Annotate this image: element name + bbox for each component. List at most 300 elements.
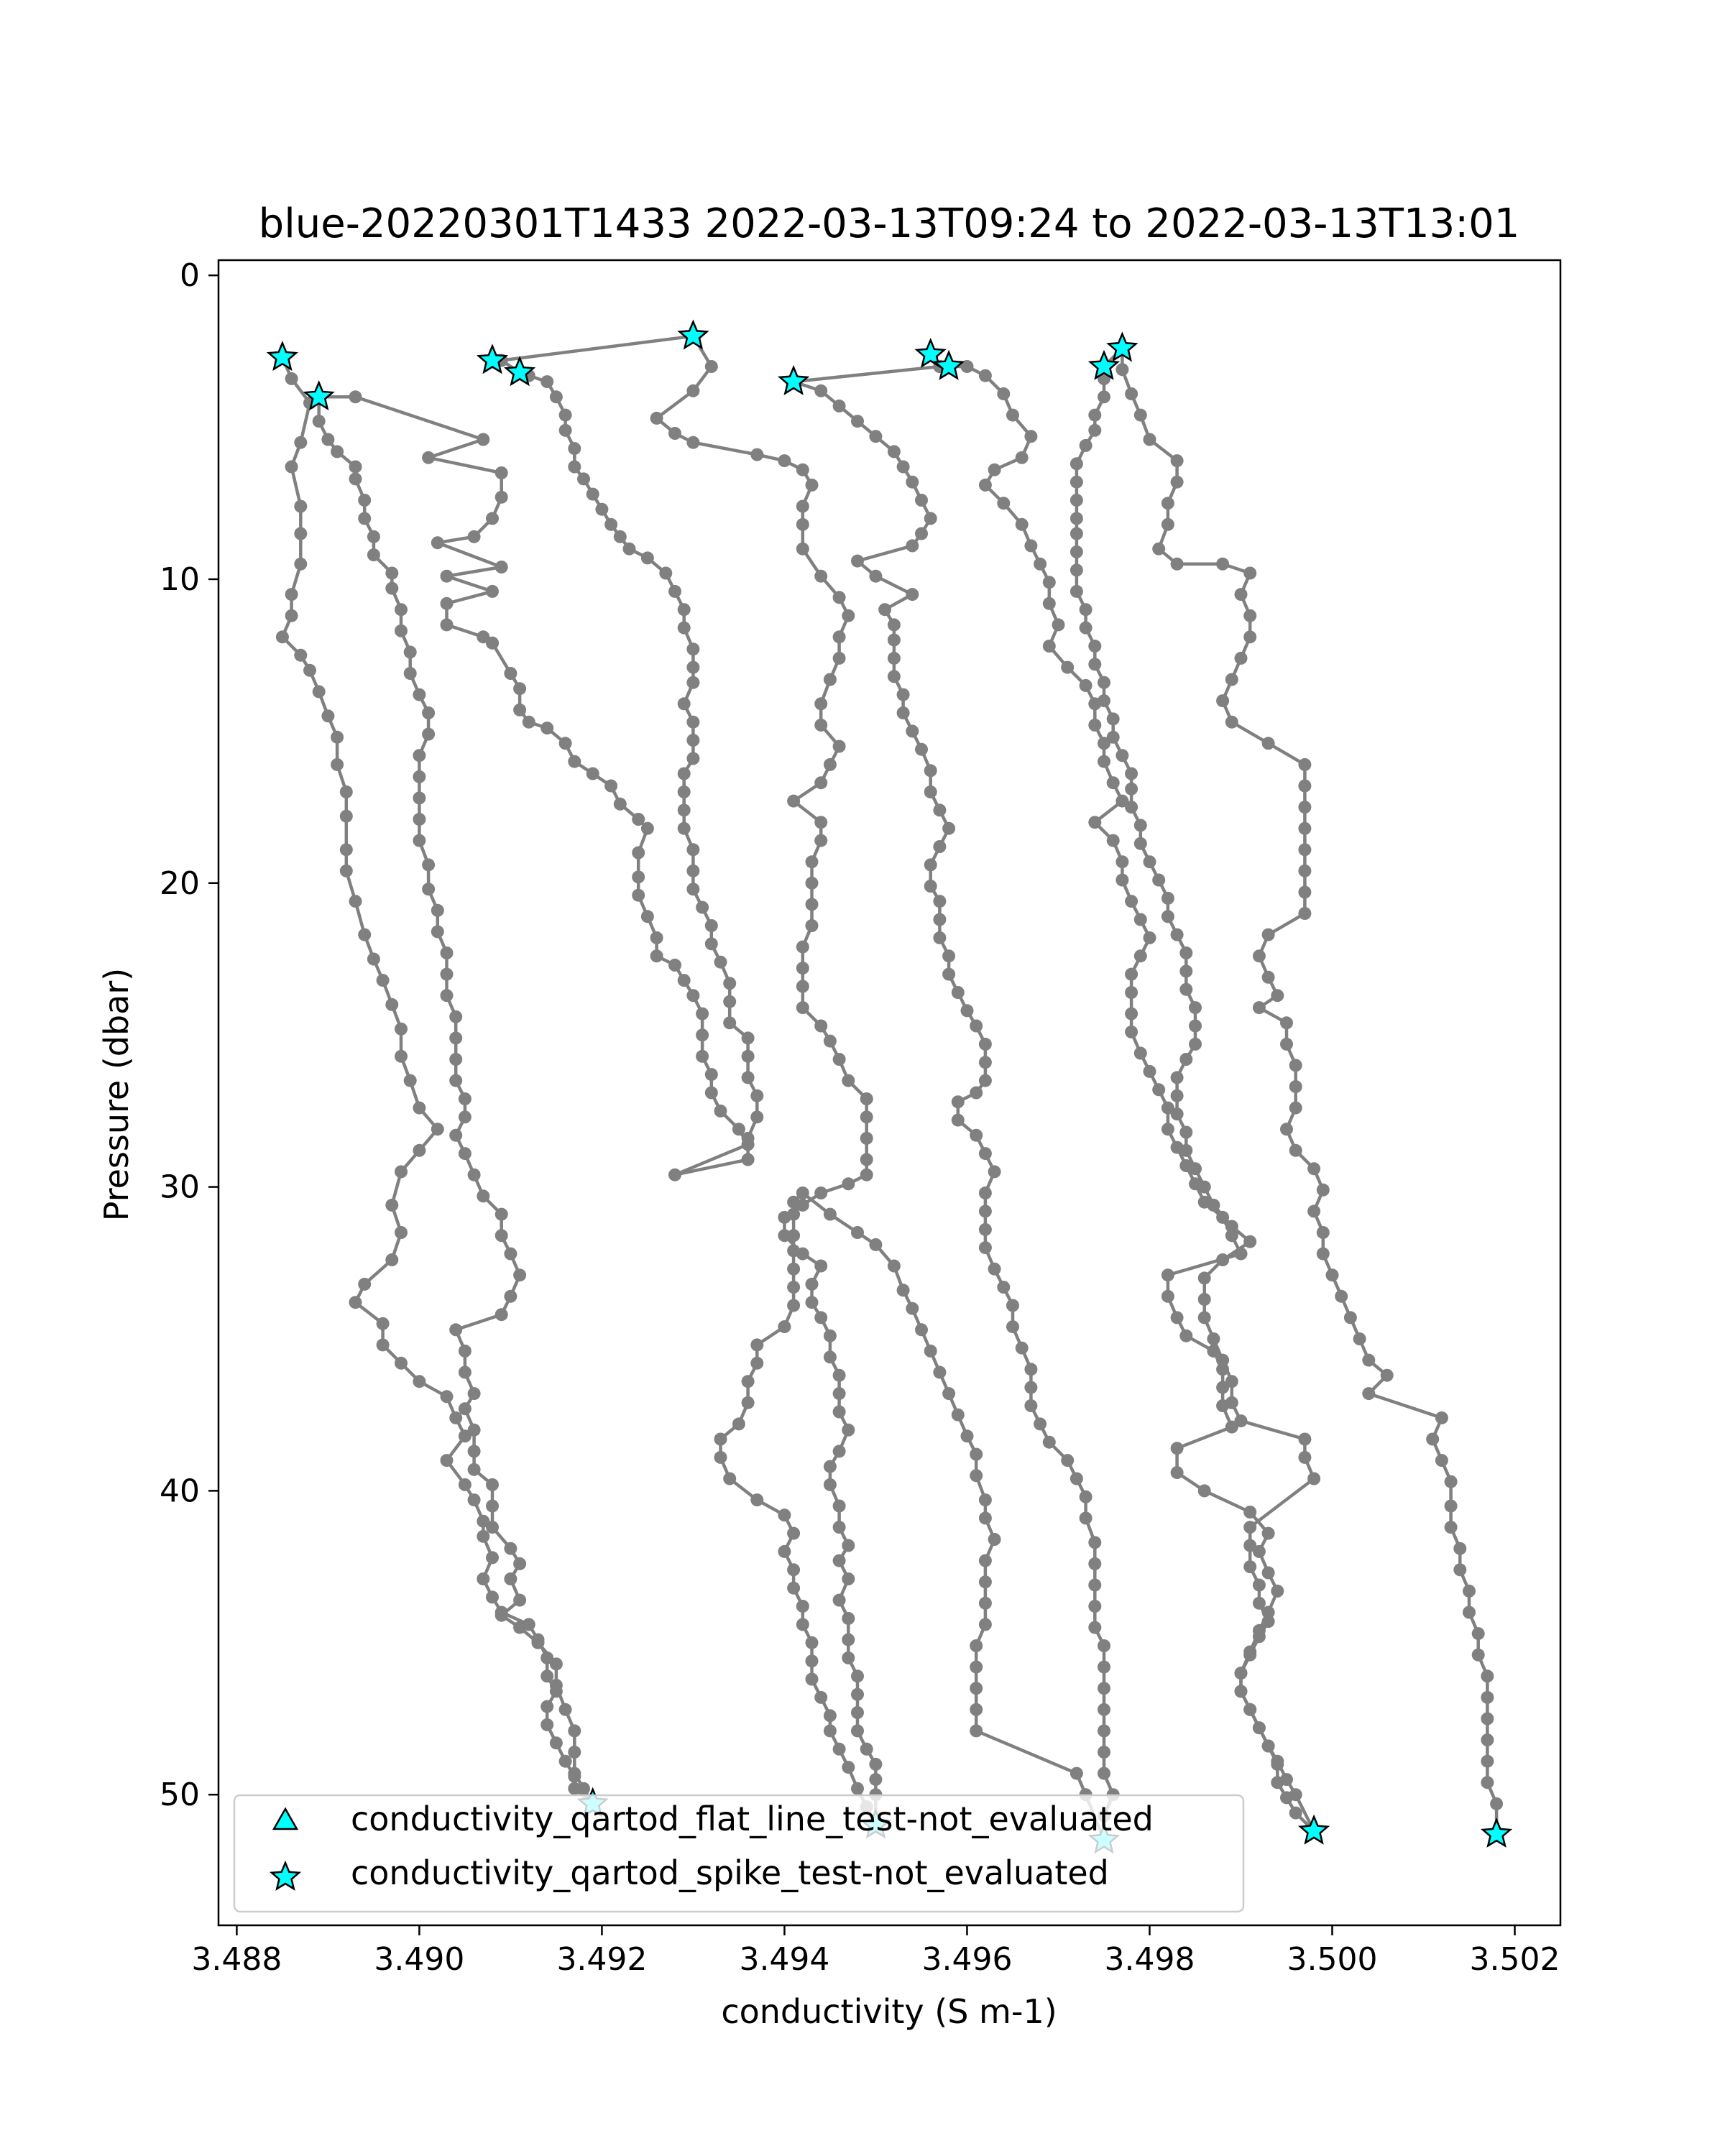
profile-point [468,530,481,543]
profile-point [1034,1417,1046,1430]
profile-point [395,1165,408,1178]
profile-point [1070,457,1083,470]
profile-point [1445,1521,1458,1534]
profile-point [906,476,919,489]
y-tick-label: 0 [180,257,200,295]
profile-point [1016,451,1029,464]
profile-point [833,652,846,665]
profile-point [933,931,946,944]
x-axis-label: conductivity (S m-1) [721,1992,1057,2031]
profile-point [824,1478,837,1491]
profile-point [1098,1746,1110,1759]
profile-point [686,661,699,674]
profile-point [705,937,718,950]
profile-point [796,1001,809,1014]
profile-point [1445,1500,1458,1513]
profile-point [860,1110,873,1123]
profile-point [313,415,326,428]
profile-point [824,1350,837,1363]
profile-point [532,1636,545,1649]
profile-point [1098,1724,1110,1737]
profile-point [979,1511,992,1524]
profile-point [1070,1767,1083,1780]
profile-point [1024,1363,1037,1376]
profile-point [1125,783,1138,796]
profile-point [814,834,827,847]
profile-point [1098,1661,1110,1674]
profile-point [842,1177,855,1190]
profile-point [1125,986,1138,999]
profile-point [705,360,718,373]
profile-point [413,791,426,804]
profile-point [459,1366,472,1379]
profile-point [441,968,454,981]
profile-point [778,454,791,467]
profile-point [970,1703,983,1716]
profile-point [668,959,681,972]
profile-point [924,764,937,777]
profile-point [851,1226,864,1239]
profile-point [1216,1253,1229,1266]
profile-point [513,1557,526,1570]
profile-point [778,1508,791,1521]
profile-point [1243,1521,1256,1534]
profile-point [422,451,435,464]
profile-point [1189,1001,1202,1014]
profile-point [449,1031,462,1044]
profile-point [750,1493,763,1506]
profile-point [513,704,526,717]
profile-point [1098,694,1110,707]
profile-point [431,536,444,549]
profile-point [1107,731,1120,744]
profile-point [988,1263,1001,1276]
profile-point [1198,1271,1211,1284]
profile-point [1162,497,1174,510]
profile-point [851,1724,864,1737]
profile-point [750,1089,763,1102]
profile-point [449,1129,462,1142]
profile-point [449,1411,462,1424]
profile-point [641,551,654,564]
profile-point [1344,1311,1357,1324]
profile-point [806,1673,819,1686]
profile-point [888,445,901,458]
profile-point [1024,430,1037,443]
profile-point [869,1238,882,1251]
profile-point [1179,1053,1192,1066]
profile-point [1080,1511,1092,1524]
profile-point [970,1020,983,1033]
profile-point [1080,603,1092,616]
profile-point [632,847,645,860]
profile-point [888,1260,901,1273]
profile-point [1116,363,1128,376]
profile-point [477,1189,489,1202]
profile-point [1088,719,1101,732]
profile-point [897,688,910,701]
profile-point [906,588,919,601]
profile-point [1490,1797,1503,1810]
profile-point [933,803,946,816]
profile-point [495,1229,508,1242]
profile-point [441,1390,454,1403]
profile-point [678,622,691,635]
profile-point [723,995,736,1008]
profile-point [787,1281,800,1294]
profile-point [814,1691,827,1704]
profile-point [550,1736,563,1749]
profile-point [486,1521,499,1534]
profile-point [468,1424,481,1437]
profile-point [988,1165,1001,1178]
profile-point [1061,661,1074,674]
profile-point [358,1278,371,1291]
profile-point [979,1597,992,1610]
profile-point [294,649,307,662]
profile-point [1271,1776,1284,1789]
profile-point [1289,1102,1302,1115]
profile-point [513,1594,526,1607]
profile-point [696,1008,709,1021]
profile-point [1216,694,1229,707]
profile-point [285,609,298,622]
profile-point [1179,1144,1192,1157]
profile-point [933,913,946,926]
profile-point [550,390,563,403]
profile-point [1225,716,1238,729]
profile-point [1481,1776,1494,1789]
profile-point [824,1724,837,1737]
profile-point [778,1320,791,1333]
profile-point [1061,1454,1074,1467]
profile-point [1107,834,1120,847]
profile-point [696,1050,709,1063]
profile-point [413,834,426,847]
profile-point [1225,673,1238,686]
profile-point [349,390,362,403]
profile-point [367,530,380,543]
profile-point [906,1302,919,1315]
profile-point [806,898,819,911]
profile-point [1116,874,1128,887]
profile-point [686,865,699,877]
profile-point [888,618,901,631]
profile-point [970,1724,983,1737]
profile-point [723,1473,736,1485]
profile-point [1262,1615,1275,1628]
profile-point [1216,1354,1229,1367]
y-tick-label: 50 [160,1777,200,1814]
profile-point [1225,1396,1238,1409]
profile-point [413,1375,426,1388]
profile-point [395,1023,408,1036]
profile-point [833,400,846,413]
profile-point [869,1773,882,1786]
profile-point [422,858,435,871]
profile-point [459,1147,472,1160]
profile-point [1253,949,1266,962]
profile-point [723,977,736,990]
profile-point [1298,865,1311,877]
profile-point [833,591,846,604]
profile-point [1134,1047,1147,1060]
profile-point [1179,964,1192,977]
profile-point [787,1208,800,1221]
profile-point [869,1758,882,1771]
profile-point [686,642,699,655]
profile-point [504,1248,517,1261]
profile-point [742,1375,755,1388]
profile-point [1134,409,1147,422]
profile-point [1070,476,1083,489]
profile-point [806,855,819,868]
profile-point [1262,1527,1275,1540]
profile-point [1171,1071,1184,1084]
profile-point [1070,494,1083,507]
profile-point [385,1199,398,1212]
profile-point [979,1223,992,1236]
profile-point [1289,1144,1302,1157]
profile-point [1298,780,1311,793]
profile-point [979,1074,992,1087]
profile-point [650,412,663,425]
profile-point [814,570,827,583]
profile-point [833,1445,846,1457]
chart-title: blue-20220301T1433 2022-03-13T09:24 to 2022-03-13T13:01 [258,201,1520,247]
profile-point [686,752,699,765]
profile-point [331,758,344,771]
x-tick-label: 3.502 [1469,1941,1560,1978]
profile-point [787,1582,800,1595]
profile-point [1225,1220,1238,1233]
profile-point [1125,387,1138,400]
profile-point [1271,1758,1284,1771]
profile-point [459,1110,472,1123]
profile-point [824,1035,837,1048]
profile-point [742,1031,755,1044]
profile-point [796,1600,809,1613]
profile-point [1326,1268,1339,1281]
profile-point [441,1454,454,1467]
profile-point [888,634,901,647]
x-tick-label: 3.500 [1287,1941,1378,1978]
profile-point [1125,801,1138,814]
profile-point [358,512,371,525]
profile-point [1262,1567,1275,1580]
profile-point [824,1208,837,1221]
profile-point [1253,1579,1266,1592]
profile-point [422,728,435,741]
profile-point [888,652,901,665]
profile-point [449,1074,462,1087]
profile-point [1262,929,1275,941]
profile-point [321,709,334,722]
profile-point [1070,1473,1083,1485]
profile-point [495,1609,508,1622]
profile-point [806,1654,819,1667]
profile-point [806,479,819,492]
profile-point [632,813,645,826]
profile-point [431,904,444,917]
profile-point [486,1551,499,1564]
profile-point [705,1087,718,1100]
profile-point [559,1755,572,1768]
profile-point [340,810,353,823]
profile-point [1162,892,1174,905]
profile-point [504,1572,517,1585]
profile-point [404,667,417,680]
profile-point [1198,1293,1211,1306]
profile-point [1298,907,1311,920]
profile-point [1463,1606,1476,1619]
profile-point [367,548,380,561]
profile-point [787,1244,800,1257]
profile-point [1107,712,1120,725]
profile-point [1353,1332,1366,1345]
profile-point [495,561,508,573]
profile-point [705,919,718,932]
profile-point [331,731,344,744]
profile-point [1134,837,1147,850]
profile-point [979,1204,992,1217]
profile-point [1179,946,1192,959]
profile-point [1307,1162,1320,1175]
profile-point [787,795,800,808]
profile-point [979,369,992,382]
profile-point [395,1226,408,1239]
profile-point [1088,1536,1101,1549]
profile-point [686,716,699,729]
profile-point [824,758,837,771]
profile-point [1381,1369,1394,1382]
profile-point [1189,1162,1202,1175]
profile-point [1080,1491,1092,1503]
profile-point [678,786,691,798]
x-tick-label: 3.488 [191,1941,282,1978]
profile-point [979,1241,992,1254]
profile-point [814,1311,827,1324]
profile-point [294,528,307,540]
profile-point [906,724,919,737]
profile-point [1280,1791,1293,1804]
profile-point [961,1004,974,1017]
profile-point [787,1563,800,1576]
profile-point [897,1284,910,1296]
profile-point [1289,1080,1302,1093]
profile-point [395,625,408,637]
profile-point [686,989,699,1002]
profile-point [385,1253,398,1266]
profile-point [449,1323,462,1336]
profile-point [714,1433,727,1446]
profile-point [1125,895,1138,908]
profile-point [604,780,617,793]
profile-point [614,798,627,811]
profile-point [413,813,426,826]
profile-point [1362,1387,1375,1400]
legend-label-spike: conductivity_qartod_spike_test-not_evaluated [351,1853,1109,1892]
profile-point [942,968,955,981]
x-tick-label: 3.492 [556,1941,648,1978]
profile-point [732,1417,745,1430]
profile-point [952,1095,965,1108]
profile-point [686,734,699,747]
profile-point [814,1260,827,1273]
profile-point [641,910,654,923]
profile-point [349,895,362,908]
profile-point [787,1299,800,1312]
x-tick-label: 3.494 [739,1941,830,1978]
profile-point [970,1129,983,1142]
profile-point [623,543,636,556]
profile-point [1280,1016,1293,1029]
profile-point [824,1709,837,1722]
profile-point [1445,1475,1458,1488]
y-tick-label: 20 [160,865,200,902]
profile-point [979,1575,992,1588]
profile-point [806,1296,819,1309]
profile-point [477,1572,489,1585]
profile-point [924,858,937,871]
profile-point [796,500,809,513]
profile-point [1070,585,1083,598]
profile-point [1481,1733,1494,1746]
profile-point [1243,1235,1256,1248]
x-tick-label: 3.498 [1104,1941,1195,1978]
profile-point [750,448,763,461]
profile-point [678,974,691,987]
profile-point [550,1679,563,1692]
profile-point [1463,1585,1476,1598]
profile-point [1080,439,1092,452]
profile-point [1472,1649,1485,1662]
profile-point [486,1478,499,1491]
profile-point [778,1545,791,1558]
profile-point [1298,885,1311,898]
profile-point [641,822,654,835]
profile-point [1088,640,1101,653]
profile-point [349,461,362,474]
profile-point [979,1147,992,1160]
profile-point [1043,640,1056,653]
profile-point [1162,1290,1174,1303]
profile-point [632,870,645,883]
profile-point [1271,989,1284,1002]
profile-point [513,682,526,695]
profile-point [1235,1414,1248,1427]
profile-point [1144,931,1156,944]
profile-point [1289,1807,1302,1820]
profile-point [1098,390,1110,403]
profile-point [1006,1320,1019,1333]
profile-point [1243,1539,1256,1552]
profile-point [1134,819,1147,831]
profile-point [833,630,846,643]
profile-point [568,1767,581,1780]
profile-point [833,740,846,753]
profile-point [1125,1026,1138,1038]
profile-point [1088,658,1101,671]
profile-point [970,1448,983,1461]
profile-point [523,716,535,729]
profile-point [851,415,864,428]
profile-point [860,1743,873,1756]
profile-point [550,1657,563,1670]
profile-point [1289,1059,1302,1072]
profile-point [942,822,955,835]
profile-point [833,1406,846,1419]
